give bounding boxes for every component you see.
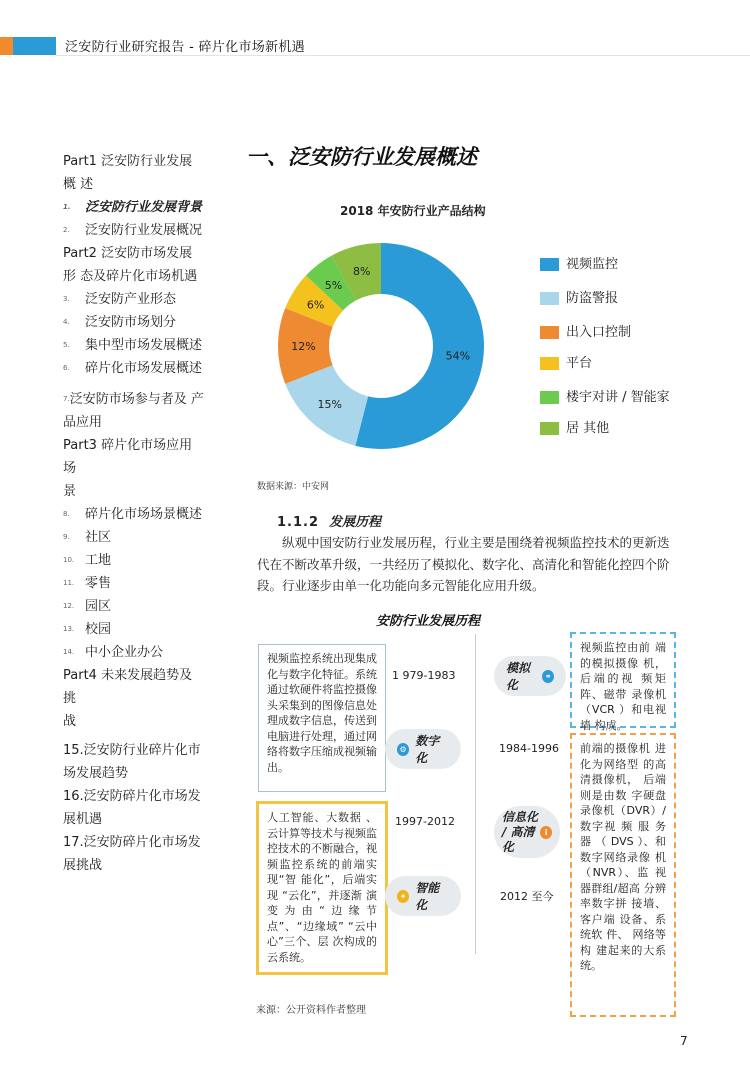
timeline-title: 安防行业发展历程 [376, 614, 481, 629]
toc-item-2[interactable]: 2. 泛安防行业发展概况 [63, 223, 203, 238]
timeline-box-hd: 前端的摄像机 进化为网络型 的高清摄像机， 后端则是由数 字硬盘录像机（DVR）/数字视 频 服 务 器 （ DVS ）、和 数字网络录像 机（NVR）、监 视器群组/超高 分辨率数字拼 接墙、客户端 设备、系统软 件、 网络等构 建起来的大系 统。 [570, 733, 676, 1017]
stage-analog: 模拟化 ⚭ [494, 656, 566, 696]
legend-label: 居 其他 [566, 421, 610, 436]
toc-item-14[interactable]: 14. 中小企业办公 [63, 645, 164, 660]
header-divider [56, 55, 750, 56]
legend-swatch [540, 258, 559, 271]
toc-item-5[interactable]: 5. 集中型市场发展概述 [63, 338, 203, 353]
timeline-box-analog: 视频监控由前 端的模拟摄像 机，后端的视 频矩阵、磁带 录像机（VCR ）和电视墙 构成。 [570, 632, 676, 728]
pie-slice-label: 5% [324, 278, 343, 292]
timeline-box-intelligent: 人工智能、大数据 、云计算等技术与视频监控技术的不断融合，视频监控系统的前端实现“智 能化”，后端实现 “云化”，并逐渐 演变为由“边缘节 点”、“边缘域” “云中心”三个、层 次构成的云系统。 [256, 801, 388, 975]
body-paragraph: 纵观中国安防行业发展历程，行业主要是围绕着视频监控技术的更新迭代在不断改革升级，一共经历了模拟化、数字化、高清化和智能化控四个阶段。行业逐步由单一化功能向多元智能化应用升级。 [257, 535, 670, 593]
toc-item-8[interactable]: 8. 碎片化市场场景概述 [63, 507, 203, 522]
stage-digital: ⚙ 数字化 [385, 729, 461, 769]
info-icon: i [540, 826, 552, 839]
header-accent-blue [13, 37, 56, 55]
stage-intelligent: ✦ 智能化 [385, 876, 461, 916]
header-accent-orange [0, 37, 13, 55]
timeline-axis [475, 634, 476, 954]
legend-label: 出入口控制 [566, 325, 632, 340]
toc-part3-cont[interactable]: 场 [63, 461, 77, 476]
legend-label: 平台 [566, 356, 593, 371]
toc-part1[interactable]: Part1 泛安防行业发展 [63, 154, 193, 169]
toc-part1-cont[interactable]: 概 述 [63, 177, 94, 192]
toc-item-7[interactable]: 7.泛安防市场参与者及 产 [63, 392, 204, 407]
subsection-title: 发展历程 [329, 515, 382, 530]
toc-part4-cont2[interactable]: 战 [63, 714, 77, 729]
subsection-heading [277, 511, 381, 530]
legend-label: 视频监控 [566, 257, 619, 272]
toc-part4[interactable]: Part4 未来发展趋势及 [63, 668, 193, 683]
pie-slice-label: 54% [445, 349, 471, 363]
pie-slice-label: 12% [291, 340, 316, 353]
toc-item-3[interactable]: 3. 泛安防产业形态 [63, 292, 177, 307]
legend-swatch [540, 292, 559, 305]
bulb-icon: ✦ [397, 890, 409, 903]
toc-part3[interactable]: Part3 碎片化市场应用 [63, 438, 193, 453]
toc-item-17[interactable]: 17.泛安防碎片化市场发 [63, 835, 201, 850]
toc-item-13[interactable]: 13. 校园 [63, 622, 112, 637]
link-icon: ⚭ [542, 670, 554, 683]
year-1: 1 979-1983 [392, 669, 456, 682]
toc-item-12[interactable]: 12. 园区 [63, 599, 112, 614]
gear-icon: ⚙ [397, 743, 409, 756]
legend-label: 防盗警报 [566, 291, 619, 306]
chart-source: 数据来源：中安网 [257, 482, 330, 492]
toc-item-16[interactable]: 16.泛安防碎片化市场发 [63, 789, 201, 804]
legend-swatch [540, 357, 559, 370]
toc-item-7-cont[interactable]: 品应用 [63, 415, 103, 430]
page-number: 7 [680, 1034, 688, 1048]
pie-slice-label: 6% [306, 298, 325, 312]
toc-item-9[interactable]: 9. 社区 [63, 530, 112, 545]
pie-slice-label: 8% [352, 264, 371, 278]
chart-title: 2018 年安防行业产品结构 [340, 204, 486, 218]
pie-slice-label: 15% [317, 398, 342, 412]
legend-swatch [540, 326, 559, 339]
toc-part3-cont2[interactable]: 景 [63, 484, 77, 499]
toc-part4-cont[interactable]: 挑 [63, 691, 77, 706]
table-of-contents [63, 150, 223, 877]
toc-item-15-cont[interactable]: 场发展趋势 [63, 766, 129, 781]
header-title: 泛安防行业研究报告 - 碎片化市场新机遇 [65, 40, 305, 55]
toc-item-1[interactable]: 1. 泛安防行业发展背景 [63, 200, 203, 215]
timeline-source: 来源：公开资料作者整理 [256, 1005, 366, 1016]
toc-item-6[interactable]: 6. 碎片化市场发展概述 [63, 361, 203, 376]
timeline-box-digital: 视频监控系统出现集成化与数字化特征。系统通过软硬件将监控摄像头采集到的图像信息处理成数字信息，传送到电脑进行处理，通过网络将数字压缩成视频输出。 [258, 644, 386, 792]
subsection-number: 1.1.2 [277, 515, 320, 530]
year-4: 2012 至今 [500, 890, 554, 903]
toc-item-10[interactable]: 10. 工地 [63, 553, 112, 568]
legend-swatch [540, 422, 559, 435]
year-2: 1984-1996 [499, 742, 559, 755]
toc-item-16-cont[interactable]: 展机遇 [63, 812, 103, 827]
donut-chart [276, 240, 486, 452]
toc-item-4[interactable]: 4. 泛安防市场划分 [63, 315, 177, 330]
toc-item-11[interactable]: 11. 零售 [63, 576, 112, 591]
toc-item-17-cont[interactable]: 展挑战 [63, 858, 103, 873]
legend-label: 楼宇对讲 / 智能家 [566, 390, 670, 405]
toc-part2[interactable]: Part2 泛安防市场发展 [63, 246, 193, 261]
stage-hd: 信息化 / 高清化 i [494, 806, 560, 858]
toc-item-15[interactable]: 15.泛安防行业碎片化市 [63, 743, 201, 758]
year-3: 1997-2012 [395, 815, 455, 828]
section-title: 一、泛安防行业发展概述 [246, 145, 477, 169]
toc-part2-cont[interactable]: 形 态及碎片化市场机遇 [63, 269, 198, 284]
legend-swatch [540, 391, 559, 404]
